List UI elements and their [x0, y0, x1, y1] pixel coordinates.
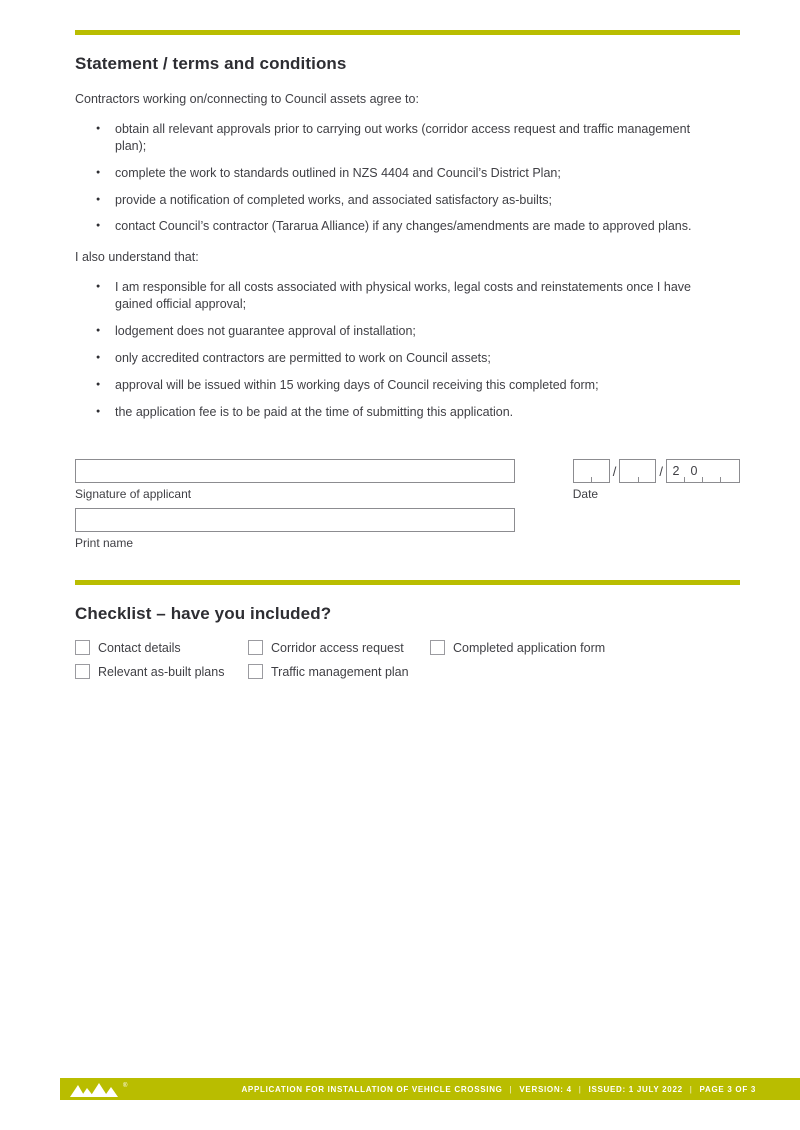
statement-bullet-list-2	[75, 279, 740, 420]
statement-bullet: ● contact Council’s contractor (Tararua Alliance) if any changes/amendments are made to approved plans.	[75, 218, 715, 235]
statement-bullet-list-1	[75, 121, 740, 235]
statement-bullet: ● obtain all relevant approvals prior to carrying out works (corridor access request and traffic management plan);	[75, 121, 715, 155]
footer-document-title: APPLICATION FOR INSTALLATION OF VEHICLE CROSSING	[241, 1084, 503, 1094]
registered-trademark-mark: ®	[123, 1082, 128, 1089]
print-name-label: Print name	[75, 536, 134, 551]
statement-intro-1: Contractors working on/connecting to Council assets agree to:	[75, 92, 419, 106]
checklist-item-traffic-management-plan	[248, 664, 430, 679]
statement-bullet: ● lodgement does not guarantee approval of installation;	[75, 323, 715, 340]
checklist-item-label: Relevant as-built plans	[98, 664, 225, 679]
checklist-item-relevant-as-built-plans	[75, 664, 248, 679]
statement-bullet: ● I am responsible for all costs associated with physical works, legal costs and reinstatements once I have gained official approval;	[75, 279, 715, 313]
checkbox-relevant-as-built-plans[interactable]	[75, 664, 90, 679]
footer-issued-date: ISSUED: 1 JULY 2022	[588, 1084, 683, 1094]
statement-bullet: ● only accredited contractors are permitted to work on Council assets;	[75, 350, 715, 367]
footer-bar	[60, 1078, 800, 1100]
statement-bullet: ● provide a notification of completed works, and associated satisfactory as-builts;	[75, 192, 715, 209]
year-digit	[703, 460, 721, 482]
date-month-input[interactable]	[619, 459, 656, 483]
checkbox-completed-application-form[interactable]	[430, 640, 445, 655]
footer-separator: |	[578, 1084, 582, 1094]
footer-version: VERSION: 4	[519, 1084, 572, 1094]
print-name-input[interactable]	[75, 508, 515, 532]
year-digit: 0	[685, 460, 703, 482]
date-year-input[interactable]	[666, 459, 740, 483]
checkbox-contact-details[interactable]	[75, 640, 90, 655]
footer-separator: |	[689, 1084, 693, 1094]
signature-label: Signature of applicant	[75, 487, 192, 502]
date-separator: /	[659, 463, 663, 479]
date-separator: /	[612, 463, 617, 479]
checklist-item-label: Corridor access request	[271, 640, 404, 655]
statement-bullet: ● complete the work to standards outlined in NZS 4404 and Council’s District Plan;	[75, 165, 715, 182]
checklist-item-corridor-access-request	[248, 640, 430, 655]
statement-title: Statement / terms and conditions	[75, 54, 347, 73]
footer-separator: |	[509, 1084, 513, 1094]
checklist-title: Checklist – have you included?	[75, 604, 332, 624]
signature-section	[75, 459, 740, 550]
date-day-input[interactable]	[573, 459, 610, 483]
mountains-logo-icon	[70, 1082, 127, 1097]
year-digit	[721, 460, 739, 482]
date-field-group	[573, 459, 740, 501]
checklist-item-label: Completed application form	[453, 640, 606, 655]
checklist	[75, 640, 740, 679]
checkbox-traffic-management-plan[interactable]	[248, 664, 263, 679]
year-digit: 2	[667, 460, 685, 482]
statement-bullet: ● the application fee is to be paid at the time of submitting this application.	[75, 404, 715, 421]
statement-bullet: ● approval will be issued within 15 working days of Council receiving this completed form;	[75, 377, 715, 394]
checklist-item-label: Contact details	[98, 640, 181, 655]
date-label: Date	[572, 487, 599, 502]
statement-intro-2: I also understand that:	[75, 250, 199, 265]
accent-divider-middle	[75, 580, 740, 585]
footer-page-number: PAGE 3 OF 3	[699, 1084, 756, 1094]
accent-divider-top	[75, 30, 740, 35]
signature-input[interactable]	[75, 459, 515, 483]
checklist-item-label: Traffic management plan	[271, 664, 409, 679]
footer-text	[241, 1085, 756, 1094]
checkbox-corridor-access-request[interactable]	[248, 640, 263, 655]
checklist-item-completed-application-form	[430, 640, 740, 655]
checklist-item-contact-details	[75, 640, 248, 655]
